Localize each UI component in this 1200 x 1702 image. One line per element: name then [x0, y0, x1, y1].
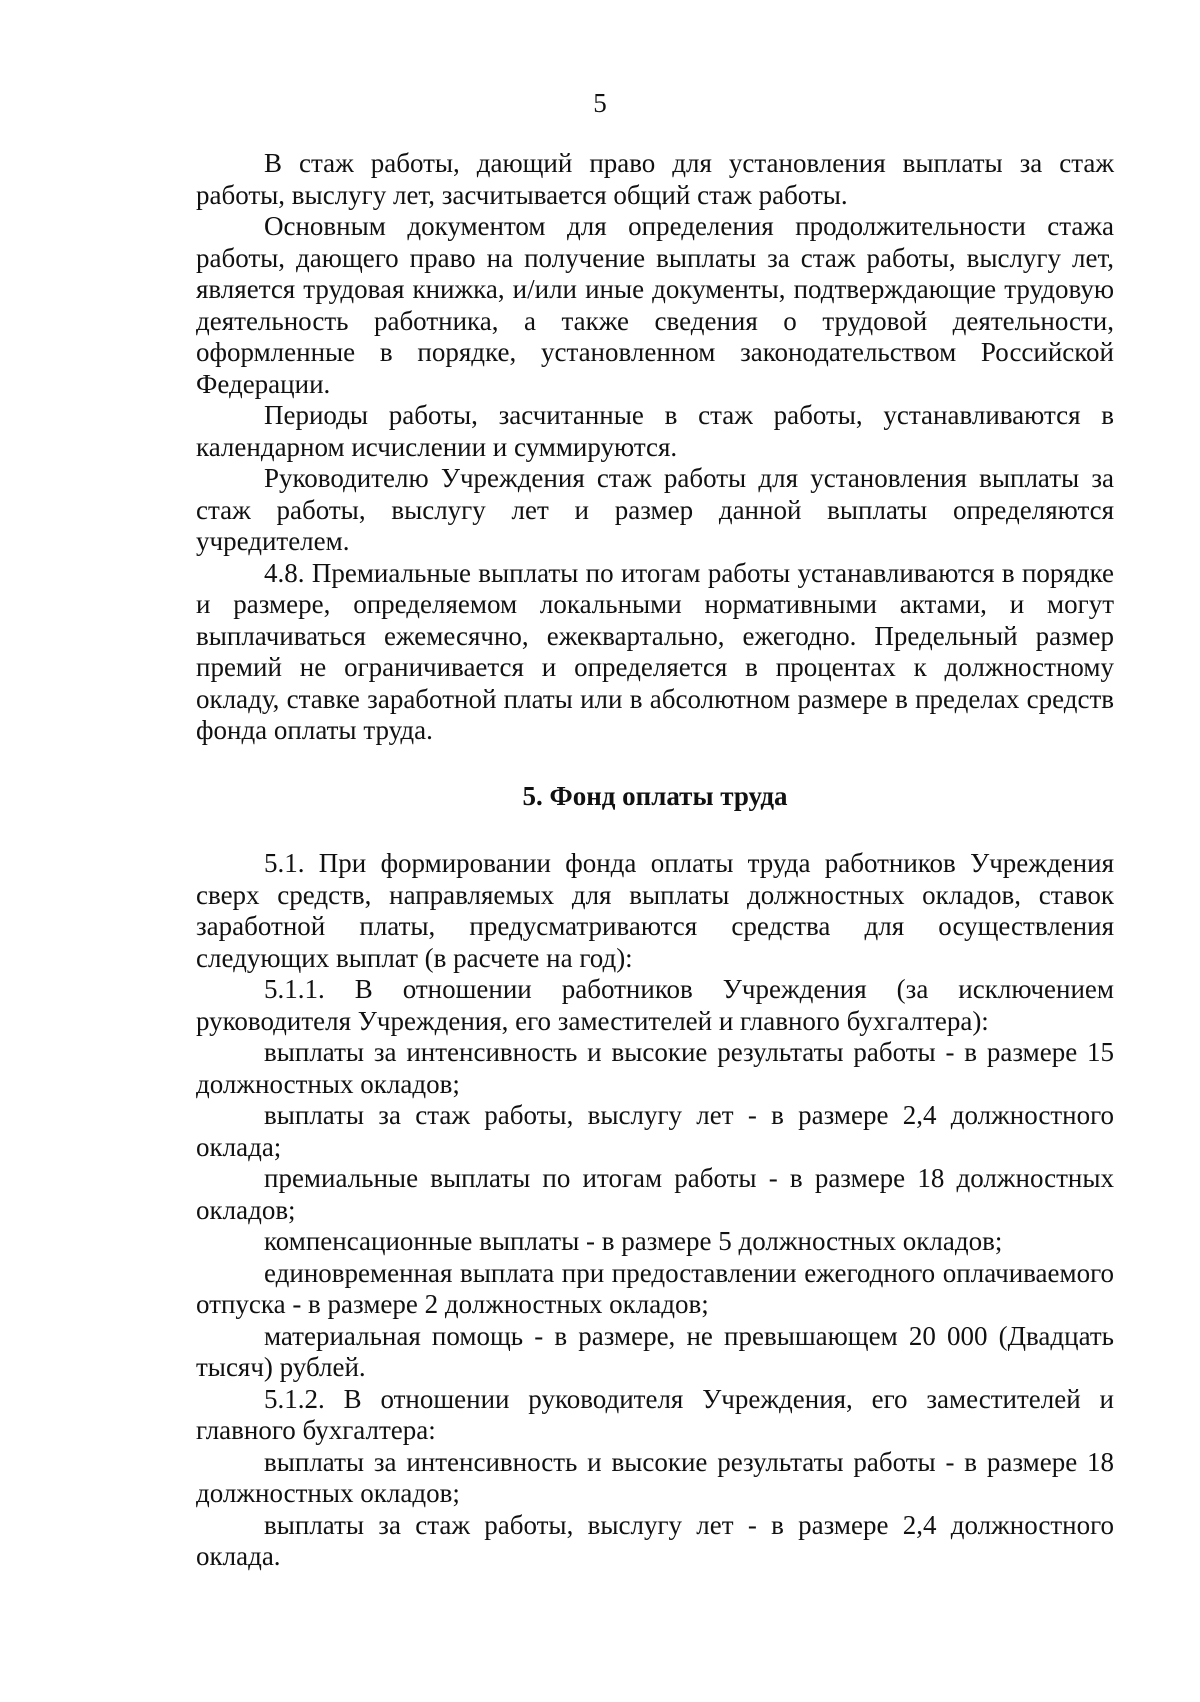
- paragraph-seniority-count: В стаж работы, дающий право для установления выплаты за стаж работы, выслугу лет, засчитывается общий стаж работы.: [196, 148, 1114, 210]
- list-item-vacation-payment: единовременная выплата при предоставлении ежегодного оплачиваемого отпуска - в размере 2 должностных окладов;: [196, 1257, 1114, 1319]
- paragraph-4-8-bonuses: 4.8. Премиальные выплаты по итогам работы устанавливаются в порядке и размере, определяемом локальными нормативными актами, и могут выплачиваться ежемесячно, ежеквартально, ежегодно. Предельный размер премий не ограничивается и определяется в процентах к должностному окладу, ставке заработной платы или в абсолютном размере в пределах средств фонда оплаты труда.: [196, 557, 1114, 745]
- paragraph-5-1-1: 5.1.1. В отношении работников Учреждения (за исключением руководителя Учреждения, его заместителей и главного бухгалтера):: [196, 974, 1114, 1036]
- list-item-seniority-2-4: выплаты за стаж работы, выслугу лет - в размере 2,4 должностного оклада;: [196, 1100, 1114, 1162]
- list-item-intensity-15: выплаты за интенсивность и высокие результаты работы - в размере 15 должностных окладов;: [196, 1037, 1114, 1099]
- paragraph-main-document: Основным документом для определения продолжительности стажа работы, дающего право на получение выплаты за стаж работы, выслугу лет, является трудовая книжка, и/или иные документы, подтверждающие трудовую деятельность работника, а также сведения о трудовой деятельности, оформленные в порядке, установленном законодательством Российской Федерации.: [196, 211, 1114, 399]
- paragraph-work-periods: Периоды работы, засчитанные в стаж работы, устанавливаются в календарном исчислении и суммируются.: [196, 400, 1114, 462]
- paragraph-5-1: 5.1. При формировании фонда оплаты труда работников Учреждения сверх средств, направляемых для выплаты должностных окладов, ставок заработной платы, предусматриваются средства для осуществления следующих выплат (в расчете на год):: [196, 848, 1114, 973]
- page-number: 5: [593, 88, 607, 118]
- list-item-head-seniority-2-4: выплаты за стаж работы, выслугу лет - в размере 2,4 должностного оклада.: [196, 1509, 1114, 1571]
- list-item-material-aid: материальная помощь - в размере, не превышающем 20 000 (Двадцать тысяч) рублей.: [196, 1320, 1114, 1382]
- list-item-head-intensity-18: выплаты за интенсивность и высокие результаты работы - в размере 18 должностных окладов;: [196, 1446, 1114, 1508]
- section-title: 5. Фонд оплаты труда: [522, 780, 788, 811]
- paragraph-head-seniority: Руководителю Учреждения стаж работы для установления выплаты за стаж работы, выслугу лет и размер данной выплаты определяются учредителем.: [196, 463, 1114, 556]
- paragraph-5-1-2: 5.1.2. В отношении руководителя Учреждения, его заместителей и главного бухгалтера:: [196, 1383, 1114, 1445]
- document-body: [196, 148, 1114, 1573]
- list-item-compensation-5: компенсационные выплаты - в размере 5 должностных окладов;: [264, 1226, 1003, 1256]
- list-item-bonus-18: премиальные выплаты по итогам работы - в размере 18 должностных окладов;: [196, 1163, 1114, 1225]
